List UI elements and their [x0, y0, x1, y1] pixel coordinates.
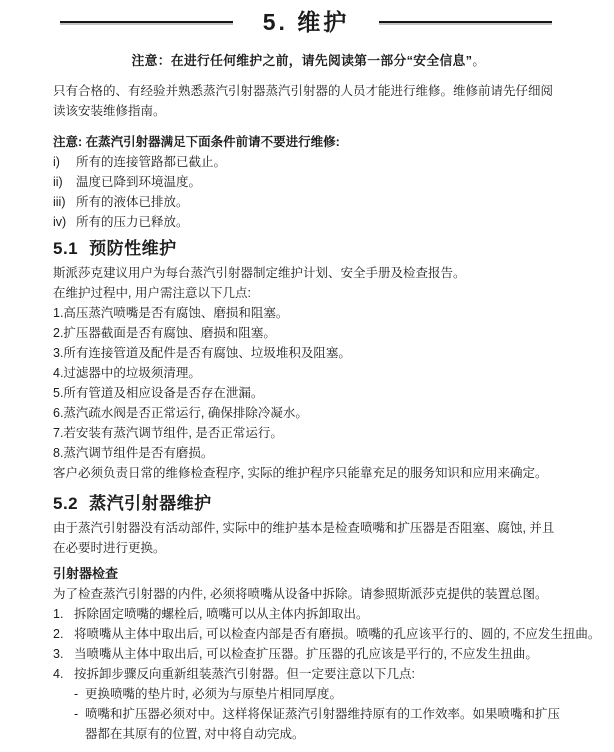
step-text: 拆除固定喷嘴的螺栓后, 喷嘴可以从主体内拆卸取出。 — [74, 607, 369, 621]
condition-item — [53, 152, 564, 172]
condition-marker: i) — [53, 155, 60, 169]
condition-text: 所有的连接管路都已截止。 — [76, 155, 227, 169]
bullet-text: 喷嘴和扩压器必须对中。这样将保证蒸汽引射器维持原有的工作效率。如果喷嘴和扩压器都在其原有的位置, 对中将自动完成。 — [85, 707, 561, 741]
step-item — [53, 624, 601, 644]
section-5-2-heading — [53, 493, 564, 515]
maintenance-item: 5.所有管道及相应设备是否存在泄漏。 — [53, 386, 264, 400]
closing-paragraph: 客户必须负责日常的维修检查程序, 实际的维护程序只能靠充足的服务知识和应用来确定。 — [53, 466, 548, 480]
condition-marker: iii) — [53, 195, 66, 209]
step-number: 3. — [53, 647, 64, 661]
condition-text: 所有的压力已释放。 — [76, 215, 189, 229]
condition-text: 温度已降到环境温度。 — [76, 175, 202, 189]
step-item — [53, 644, 564, 664]
paragraph: 斯派莎克建议用户为每台蒸汽引射器制定维护计划、安全手册及检查报告。 — [53, 266, 466, 280]
sub-bullet — [53, 684, 564, 704]
section-number: 5.2 — [53, 494, 79, 513]
maintenance-item: 4.过滤器中的垃圾须清理。 — [53, 366, 201, 380]
top-note-text: 注意：在进行任何维护之前，请先阅读第一部分“安全信息” — [131, 53, 473, 68]
condition-item — [53, 192, 564, 212]
top-note — [53, 51, 564, 71]
maintenance-item: 2.扩压器截面是否有腐蚀、磨损和阻塞。 — [53, 326, 276, 340]
section-5-1-body — [53, 263, 564, 483]
title-rule-right — [379, 21, 552, 23]
title-row — [60, 7, 552, 37]
step-number: 4. — [53, 667, 64, 681]
top-note-period: 。 — [472, 53, 486, 68]
step-item — [53, 604, 564, 624]
step-number: 1. — [53, 607, 64, 621]
title-rule-left — [60, 21, 233, 23]
condition-item — [53, 212, 564, 232]
condition-marker: iv) — [53, 215, 67, 229]
step-text: 按拆卸步骤反向重新组装蒸汽引射器。但一定要注意以下几点: — [74, 667, 415, 681]
step-text: 将喷嘴从主体中取出后, 可以检查内部是否有磨损。喷嘴的孔应该平行的、圆的, 不应发生扭曲。 — [74, 627, 601, 641]
maintenance-item: 1.高压蒸汽喷嘴是否有腐蚀、磨损和阻塞。 — [53, 306, 289, 320]
page-title: 5. 维护 — [262, 9, 350, 35]
condition-note: 注意: 在蒸汽引射器满足下面条件前请不要进行维修: — [53, 135, 340, 149]
maintenance-item: 6.蒸汽疏水阀是否正常运行, 确保排除冷凝水。 — [53, 406, 308, 420]
inspection-subheading: 引射器检查 — [53, 566, 119, 581]
step-number: 2. — [53, 627, 64, 641]
condition-list — [53, 152, 564, 232]
maintenance-item: 7.若安装有蒸汽调节组件, 是否正常运行。 — [53, 426, 283, 440]
dash-marker: - — [74, 687, 79, 701]
intro-paragraph: 只有合格的、有经验并熟悉蒸汽引射器蒸汽引射器的人员才能进行维修。维修前请先仔细阅读该安装维修指南。 — [53, 84, 554, 118]
maintenance-item: 8.蒸汽调节组件是否有磨损。 — [53, 446, 214, 460]
bullet-text: 更换喷嘴的垫片时, 必须为与原垫片相同厚度。 — [85, 687, 342, 701]
condition-marker: ii) — [53, 175, 63, 189]
dash-marker: - — [74, 707, 79, 721]
inspection-paragraph: 为了检查蒸汽引射器的内件, 必须将喷嘴从设备中拆除。请参照斯派莎克提供的装置总图。 — [53, 587, 548, 601]
step-text: 当喷嘴从主体中取出后, 可以检查扩压器。扩压器的孔应该是平行的, 不应发生扭曲。 — [74, 647, 538, 661]
paragraph: 在维护过程中, 用户需注意以下几点: — [53, 286, 251, 300]
condition-text: 所有的液体已排放。 — [76, 195, 189, 209]
sub-bullet — [53, 704, 564, 744]
section-5-1-heading — [53, 238, 564, 260]
section-5-2-intro: 由于蒸汽引射器没有活动部件, 实际中的维护基本是检查喷嘴和扩压器是否阻塞、腐蚀, 并且在必要时进行更换。 — [53, 521, 555, 555]
section-number: 5.1 — [53, 239, 79, 258]
inspection-steps — [53, 604, 601, 744]
maintenance-item: 3.所有连接管道及配件是否有腐蚀、垃圾堆积及阻塞。 — [53, 346, 351, 360]
condition-item — [53, 172, 564, 192]
section-title: 蒸汽引射器维护 — [89, 494, 212, 513]
step-item — [53, 664, 564, 684]
section-title: 预防性维护 — [89, 239, 177, 258]
